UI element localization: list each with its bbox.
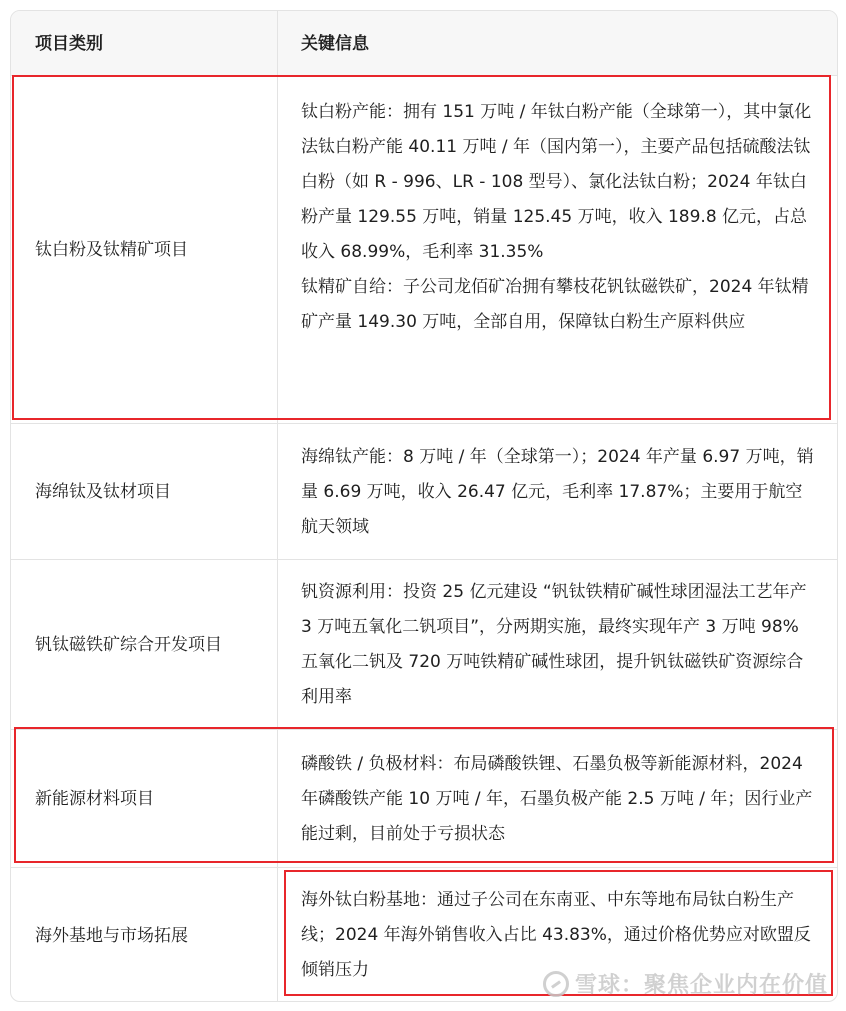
column-divider [277,11,278,75]
row-category: 钛白粉及钛精矿项目 [35,240,188,260]
column-divider [277,424,278,559]
table-row [11,729,837,867]
row-category: 海绵钛及钛材项目 [35,482,171,502]
info-paragraph: 钒资源利用：投资 25 亿元建设 “钒钛铁精矿碱性球团湿法工艺年产 3 万吨五氧化二钒项目”，分两期实施，最终实现年产 3 万吨 98% 五氧化二钒及 720 万吨铁精矿碱性球团，提升钒钛磁铁矿资源综合利用率 [301,582,807,707]
row-info [301,440,819,545]
column-divider [277,560,278,729]
watermark-text: 雪球：聚焦企业内在价值 [574,973,828,998]
info-paragraph: 钛白粉产能：拥有 151 万吨 / 年钛白粉产能（全球第一），其中氯化法钛白粉产能 40.11 万吨 / 年（国内第一），主要产品包括硫酸法钛白粉（如 R - 996、LR - 108 型号）、氯化法钛白粉；2024 年钛白粉产量 129.55 万吨，销量 125.45 万吨，收入 189.8 亿元，占总收入 68.99%，毛利率 31.35% [301,102,812,262]
row-category: 新能源材料项目 [35,789,154,809]
info-paragraph: 磷酸铁 / 负极材料：布局磷酸铁锂、石墨负极等新能源材料，2024 年磷酸铁产能 10 万吨 / 年，石墨负极产能 2.5 万吨 / 年；因行业产能过剩，目前处于亏损状态 [301,754,813,844]
column-divider [277,868,278,1001]
info-paragraph: 海绵钛产能：8 万吨 / 年（全球第一）；2024 年产量 6.97 万吨，销量 6.69 万吨，收入 26.47 亿元，毛利率 17.87%；主要用于航空航天领域 [301,447,814,537]
header-category: 项目类别 [35,34,103,54]
info-table [10,10,838,1002]
table-row [11,559,837,729]
table-header [11,11,837,75]
info-paragraph: 海外钛白粉基地：通过子公司在东南亚、中东等地布局钛白粉生产线；2024 年海外销售收入占比 43.83%，通过价格优势应对欧盟反倾销压力 [301,890,811,980]
table-row [11,423,837,559]
row-category: 海外基地与市场拓展 [35,926,188,946]
column-divider [277,76,278,423]
row-info [301,95,819,340]
row-info [301,575,819,715]
row-info [301,747,819,852]
header-info: 关键信息 [301,34,369,54]
row-category: 钒钛磁铁矿综合开发项目 [35,635,222,655]
watermark [543,968,828,999]
snowball-logo-icon [543,971,569,997]
info-paragraph: 钛精矿自给：子公司龙佰矿冶拥有攀枝花钒钛磁铁矿，2024 年钛精矿产量 149.30 万吨，全部自用，保障钛白粉生产原料供应 [301,277,809,332]
column-divider [277,730,278,867]
table-row [11,75,837,423]
